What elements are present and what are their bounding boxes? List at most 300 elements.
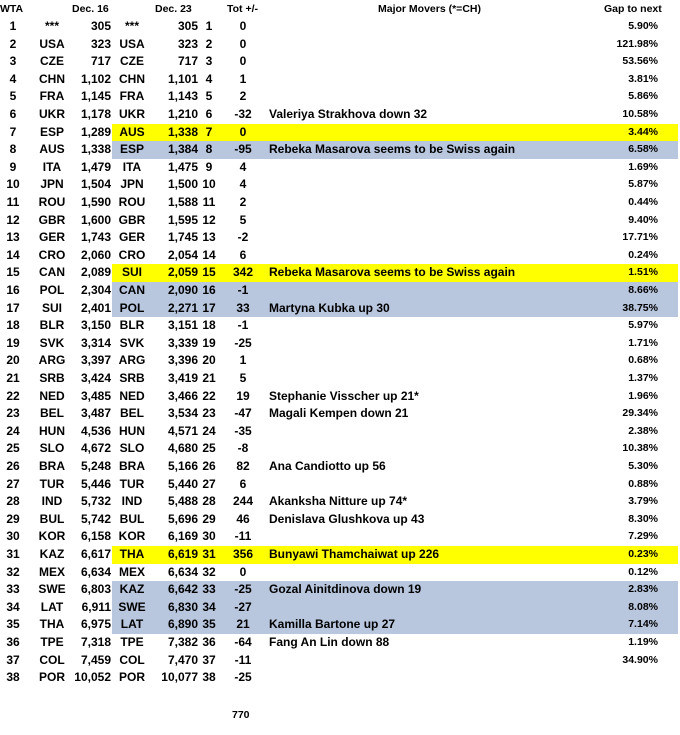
rank-dec23-cell: 11 xyxy=(202,195,216,209)
tot-change-cell: 19 xyxy=(236,388,250,403)
country-dec23-cell: BUL xyxy=(119,511,145,526)
gap-cell: 5.87% xyxy=(628,178,658,191)
table-row xyxy=(0,616,680,634)
country-dec23-cell: HUN xyxy=(119,423,145,438)
country-dec23-cell: POL xyxy=(119,300,145,315)
value-dec23-cell: 4,571 xyxy=(167,423,198,438)
table-row xyxy=(0,53,680,71)
table-row xyxy=(0,229,680,247)
rank-cell: 9 xyxy=(9,159,17,174)
tot-change-cell: -11 xyxy=(234,529,252,544)
rank-dec23-cell: 25 xyxy=(202,441,216,456)
value-dec23-cell: 6,619 xyxy=(167,547,198,561)
country-dec23-cell: *** xyxy=(124,19,139,33)
rank-dec23-cell: 2 xyxy=(205,36,213,51)
value-dec16-cell: 5,248 xyxy=(80,459,111,473)
value-dec16-cell: 5,732 xyxy=(80,494,111,509)
header-wta: WTA xyxy=(0,3,24,15)
country-dec16-cell: HUN xyxy=(39,423,65,438)
country-dec23-cell: BEL xyxy=(120,406,144,421)
country-dec16-cell: ROU xyxy=(38,195,66,209)
major-mover-cell: Kamilla Bartone up 27 xyxy=(269,617,396,632)
tot-change-cell: -32 xyxy=(234,107,252,121)
value-dec23-cell: 1,745 xyxy=(167,230,198,245)
rank-dec23-cell: 33 xyxy=(202,582,216,597)
rank-cell: 23 xyxy=(6,406,20,421)
value-dec16-cell: 1,479 xyxy=(80,159,111,174)
gap-cell: 0.23% xyxy=(628,548,658,560)
value-dec23-cell: 305 xyxy=(177,19,198,33)
rank-cell: 4 xyxy=(9,71,17,86)
country-dec23-cell: SUI xyxy=(121,265,142,280)
rank-cell: 7 xyxy=(9,124,17,139)
country-dec23-cell: NED xyxy=(119,388,145,403)
rank-cell: 31 xyxy=(6,547,20,561)
tot-change-cell: 6 xyxy=(239,247,247,262)
table-row xyxy=(0,88,680,106)
table-row xyxy=(0,352,680,370)
value-dec23-cell: 2,059 xyxy=(167,265,198,280)
value-dec16-cell: 5,742 xyxy=(80,511,111,526)
value-dec16-cell: 6,911 xyxy=(81,599,111,614)
table-row xyxy=(0,18,680,36)
country-dec23-cell: TPE xyxy=(120,635,144,649)
gap-cell: 8.30% xyxy=(628,512,658,525)
value-dec23-cell: 323 xyxy=(177,36,198,51)
gap-cell: 6.58% xyxy=(628,143,658,156)
country-dec16-cell: ARG xyxy=(38,353,66,368)
country-dec16-cell: KOR xyxy=(38,529,66,544)
rank-cell: 30 xyxy=(6,529,20,544)
major-mover-cell: Fang An Lin down 88 xyxy=(269,635,390,649)
table-row xyxy=(0,335,680,353)
tot-change-cell: -11 xyxy=(234,652,252,667)
country-dec23-cell: AUS xyxy=(119,124,145,139)
country-dec23-cell: CHN xyxy=(119,71,145,86)
rank-dec23-cell: 10 xyxy=(202,177,216,192)
value-dec23-cell: 1,143 xyxy=(167,89,198,104)
country-dec16-cell: THA xyxy=(39,617,65,632)
value-dec23-cell: 2,090 xyxy=(167,283,198,297)
value-dec23-cell: 1,595 xyxy=(167,212,198,227)
country-dec23-cell: COL xyxy=(119,652,145,667)
gap-cell: 8.08% xyxy=(628,600,658,613)
value-dec16-cell: 1,178 xyxy=(80,107,111,121)
country-dec16-cell: BUL xyxy=(39,511,65,526)
table-row xyxy=(0,282,680,300)
country-dec23-cell: UKR xyxy=(119,107,145,121)
tot-change-cell: -95 xyxy=(234,142,252,157)
country-dec16-cell: SVK xyxy=(39,335,65,350)
rank-cell: 34 xyxy=(6,599,20,614)
value-dec23-cell: 3,396 xyxy=(167,353,198,368)
table-row xyxy=(0,212,680,230)
rank-cell: 33 xyxy=(6,582,20,597)
rank-dec23-cell: 14 xyxy=(202,247,216,262)
rank-cell: 35 xyxy=(6,617,20,632)
tot-change-cell: -47 xyxy=(234,406,252,421)
rank-cell: 13 xyxy=(6,230,20,245)
country-dec23-cell: BLR xyxy=(119,318,145,333)
rank-cell: 3 xyxy=(9,54,17,69)
value-dec16-cell: 6,803 xyxy=(80,582,111,597)
major-mover-cell: Rebeka Masarova seems to be Swiss again xyxy=(269,265,516,280)
rank-cell: 22 xyxy=(6,388,20,403)
tot-change-cell: 0 xyxy=(239,19,247,33)
table-row xyxy=(0,194,680,212)
value-dec23-cell: 6,830 xyxy=(167,599,198,614)
tot-change-cell: 356 xyxy=(232,547,254,561)
gap-cell: 9.40% xyxy=(628,213,658,226)
value-dec23-cell: 1,384 xyxy=(167,142,198,157)
tot-change-cell: 82 xyxy=(236,459,250,473)
rank-dec23-cell: 32 xyxy=(202,564,216,579)
gap-cell: 7.29% xyxy=(628,530,658,543)
gap-cell: 17.71% xyxy=(622,231,658,244)
country-dec16-cell: TUR xyxy=(39,476,65,491)
tot-change-cell: -25 xyxy=(234,670,252,685)
gap-cell: 1.71% xyxy=(628,336,658,349)
value-dec23-cell: 5,166 xyxy=(167,459,198,473)
country-dec16-cell: GBR xyxy=(38,212,66,227)
table-row xyxy=(0,581,680,599)
gap-cell: 1.51% xyxy=(628,266,658,279)
value-dec16-cell: 2,304 xyxy=(80,283,111,297)
value-dec23-cell: 6,642 xyxy=(167,582,198,597)
rank-dec23-cell: 7 xyxy=(205,124,213,139)
tot-change-cell: -8 xyxy=(237,441,249,456)
tot-change-cell: 1 xyxy=(239,71,247,86)
value-dec16-cell: 6,617 xyxy=(80,547,111,561)
rank-cell: 25 xyxy=(6,441,20,456)
country-dec23-cell: SLO xyxy=(119,441,145,456)
value-dec23-cell: 1,338 xyxy=(167,124,198,139)
tot-change-cell: -1 xyxy=(237,283,249,297)
gap-cell: 3.81% xyxy=(628,72,658,85)
country-dec16-cell: ITA xyxy=(42,159,62,174)
value-dec16-cell: 4,672 xyxy=(80,441,111,456)
rank-dec23-cell: 6 xyxy=(205,107,213,121)
country-dec16-cell: COL xyxy=(39,652,65,667)
country-dec16-cell: CZE xyxy=(40,54,64,69)
table-row xyxy=(0,669,680,687)
rank-dec23-cell: 17 xyxy=(202,300,216,315)
rank-cell: 10 xyxy=(6,177,20,192)
major-mover-cell: Rebeka Masarova seems to be Swiss again xyxy=(269,142,516,157)
rank-dec23-cell: 21 xyxy=(202,371,216,385)
country-dec16-cell: BRA xyxy=(39,459,65,473)
value-dec23-cell: 2,054 xyxy=(167,247,198,262)
major-mover-cell: Valeriya Strakhova down 32 xyxy=(269,107,428,121)
country-dec16-cell: AUS xyxy=(39,142,65,157)
country-dec23-cell: ARG xyxy=(118,353,146,368)
gap-cell: 1.96% xyxy=(628,389,658,402)
country-dec16-cell: JPN xyxy=(40,177,64,192)
value-dec16-cell: 5,446 xyxy=(80,476,111,491)
rank-dec23-cell: 1 xyxy=(205,19,213,33)
tot-change-cell: 5 xyxy=(239,212,247,227)
tot-change-cell: 33 xyxy=(236,300,250,315)
major-mover-cell: Stephanie Visscher up 21* xyxy=(269,388,419,403)
value-dec16-cell: 6,634 xyxy=(80,564,111,579)
header-tot: Tot +/- xyxy=(227,3,259,15)
country-dec23-cell: KAZ xyxy=(119,582,145,597)
rank-dec23-cell: 37 xyxy=(202,652,216,667)
major-mover-cell: Bunyawi Thamchaiwat up 226 xyxy=(269,547,440,561)
table-row xyxy=(0,493,680,511)
rank-cell: 8 xyxy=(9,142,17,157)
tot-change-cell: -2 xyxy=(237,230,249,245)
value-dec23-cell: 2,271 xyxy=(167,300,198,315)
rank-dec23-cell: 30 xyxy=(202,529,216,544)
gap-cell: 2.83% xyxy=(628,583,658,596)
value-dec23-cell: 3,151 xyxy=(167,318,198,333)
rank-dec23-cell: 9 xyxy=(205,159,213,174)
value-dec23-cell: 6,169 xyxy=(167,529,198,544)
value-dec23-cell: 1,210 xyxy=(167,107,198,121)
country-dec23-cell: KOR xyxy=(118,529,146,544)
rank-cell: 26 xyxy=(6,459,20,473)
total-value: 770 xyxy=(232,709,250,721)
header-major-movers: Major Movers (*=CH) xyxy=(378,3,481,15)
table-row xyxy=(0,300,680,318)
country-dec16-cell: KAZ xyxy=(39,547,65,561)
rank-cell: 29 xyxy=(6,511,20,526)
value-dec16-cell: 1,743 xyxy=(80,230,111,245)
table-row xyxy=(0,388,680,406)
tot-change-cell: 0 xyxy=(239,54,247,69)
gap-cell: 2.38% xyxy=(628,424,658,437)
gap-cell: 0.12% xyxy=(628,565,658,578)
rank-cell: 32 xyxy=(6,564,20,579)
tot-change-cell: 5 xyxy=(239,371,247,385)
rank-cell: 37 xyxy=(6,652,20,667)
major-mover-cell: Denislava Glushkova up 43 xyxy=(269,511,425,526)
value-dec16-cell: 1,338 xyxy=(80,142,111,157)
country-dec23-cell: FRA xyxy=(119,89,145,104)
value-dec16-cell: 6,975 xyxy=(80,617,111,632)
tot-change-cell: 2 xyxy=(239,89,247,104)
table-row xyxy=(0,511,680,529)
country-dec16-cell: SLO xyxy=(39,441,65,456)
country-dec23-cell: LAT xyxy=(120,617,144,632)
table-row xyxy=(0,599,680,617)
country-dec16-cell: SUI xyxy=(41,300,62,315)
value-dec16-cell: 6,158 xyxy=(80,529,111,544)
rank-cell: 20 xyxy=(6,353,20,368)
tot-change-cell: 1 xyxy=(239,353,247,368)
value-dec16-cell: 717 xyxy=(90,54,111,69)
value-dec16-cell: 3,424 xyxy=(80,371,111,385)
country-dec23-cell: GER xyxy=(118,230,145,245)
rank-cell: 11 xyxy=(6,195,20,209)
table-row xyxy=(0,176,680,194)
gap-cell: 5.30% xyxy=(628,460,658,472)
tot-change-cell: -27 xyxy=(234,599,252,614)
tot-change-cell: 21 xyxy=(236,617,250,632)
value-dec16-cell: 2,060 xyxy=(80,247,111,262)
rank-cell: 2 xyxy=(9,36,17,51)
country-dec16-cell: CHN xyxy=(39,71,65,86)
value-dec23-cell: 1,475 xyxy=(167,159,198,174)
header-dec23: Dec. 23 xyxy=(155,3,192,15)
value-dec23-cell: 5,488 xyxy=(167,494,198,509)
rank-dec23-cell: 35 xyxy=(202,617,216,632)
country-dec23-cell: USA xyxy=(119,36,145,51)
country-dec23-cell: BRA xyxy=(119,459,145,473)
country-dec23-cell: CAN xyxy=(119,283,145,297)
country-dec16-cell: USA xyxy=(39,36,65,51)
value-dec16-cell: 323 xyxy=(90,36,111,51)
country-dec23-cell: IND xyxy=(121,494,143,509)
value-dec16-cell: 7,459 xyxy=(80,652,111,667)
value-dec23-cell: 3,339 xyxy=(167,335,198,350)
header-gap-to-next: Gap to next xyxy=(604,3,662,15)
country-dec16-cell: BLR xyxy=(39,318,65,333)
rank-dec23-cell: 4 xyxy=(205,71,213,86)
tot-change-cell: 6 xyxy=(239,476,247,491)
country-dec16-cell: LAT xyxy=(40,599,64,614)
rank-dec23-cell: 19 xyxy=(202,335,216,350)
country-dec16-cell: IND xyxy=(41,494,63,509)
gap-cell: 1.19% xyxy=(628,636,658,648)
table-row xyxy=(0,634,680,652)
rank-dec23-cell: 29 xyxy=(202,511,216,526)
value-dec16-cell: 2,401 xyxy=(80,300,111,315)
tot-change-cell: 0 xyxy=(239,124,247,139)
value-dec23-cell: 6,634 xyxy=(167,564,198,579)
table-row xyxy=(0,652,680,670)
country-dec16-cell: CAN xyxy=(39,265,65,280)
value-dec16-cell: 305 xyxy=(90,19,111,33)
rank-cell: 6 xyxy=(9,107,17,121)
tot-change-cell: 2 xyxy=(239,195,247,209)
rank-cell: 16 xyxy=(6,283,20,297)
rank-dec23-cell: 16 xyxy=(202,283,216,297)
rank-cell: 5 xyxy=(9,89,17,104)
tot-change-cell: 0 xyxy=(239,36,247,51)
table-row xyxy=(0,440,680,458)
gap-cell: 0.44% xyxy=(628,196,658,208)
rank-cell: 15 xyxy=(6,265,20,280)
rank-dec23-cell: 22 xyxy=(202,388,216,403)
value-dec16-cell: 3,150 xyxy=(80,318,111,333)
country-dec16-cell: CRO xyxy=(38,247,66,262)
value-dec16-cell: 3,485 xyxy=(80,388,111,403)
table-row xyxy=(0,106,680,124)
country-dec23-cell: ITA xyxy=(122,159,142,174)
gap-cell: 1.69% xyxy=(628,160,658,173)
country-dec23-cell: GBR xyxy=(118,212,146,227)
value-dec23-cell: 1,101 xyxy=(167,71,198,86)
value-dec16-cell: 2,089 xyxy=(80,265,111,280)
value-dec23-cell: 717 xyxy=(177,54,198,69)
tot-change-cell: -1 xyxy=(237,318,249,333)
rank-cell: 28 xyxy=(6,494,20,509)
tot-change-cell: 0 xyxy=(239,564,247,579)
tot-change-cell: 46 xyxy=(236,511,250,526)
country-dec23-cell: SWE xyxy=(118,599,146,614)
rank-dec23-cell: 12 xyxy=(202,212,216,227)
country-dec16-cell: SWE xyxy=(38,582,66,597)
gap-cell: 8.66% xyxy=(628,284,658,296)
table-row xyxy=(0,36,680,54)
rank-dec23-cell: 3 xyxy=(205,54,213,69)
rank-cell: 18 xyxy=(6,318,20,333)
country-dec23-cell: ROU xyxy=(118,195,146,209)
value-dec16-cell: 1,145 xyxy=(80,89,111,104)
country-dec16-cell: BEL xyxy=(40,406,64,421)
table-row xyxy=(0,370,680,388)
value-dec16-cell: 1,590 xyxy=(80,195,111,209)
country-dec23-cell: SVK xyxy=(119,335,145,350)
gap-cell: 3.79% xyxy=(628,495,658,508)
major-mover-cell: Magali Kempen down 21 xyxy=(269,406,409,421)
tot-change-cell: -25 xyxy=(234,335,252,350)
rank-dec23-cell: 5 xyxy=(205,89,213,104)
tot-change-cell: -25 xyxy=(234,582,252,597)
value-dec16-cell: 3,487 xyxy=(80,406,111,421)
country-dec23-cell: CZE xyxy=(120,54,144,69)
gap-cell: 5.97% xyxy=(628,319,658,332)
gap-cell: 121.98% xyxy=(616,37,658,50)
value-dec16-cell: 7,318 xyxy=(80,635,111,649)
value-dec23-cell: 10,077 xyxy=(161,670,198,685)
country-dec16-cell: POL xyxy=(39,283,65,297)
tot-change-cell: 342 xyxy=(232,265,254,280)
rank-dec23-cell: 36 xyxy=(202,635,216,649)
rank-dec23-cell: 15 xyxy=(202,265,216,280)
gap-cell: 0.68% xyxy=(628,354,658,367)
rank-dec23-cell: 38 xyxy=(202,670,216,685)
value-dec23-cell: 5,440 xyxy=(167,476,198,491)
rank-dec23-cell: 18 xyxy=(202,318,216,333)
gap-cell: 10.38% xyxy=(622,442,658,455)
major-mover-cell: Ana Candiotto up 56 xyxy=(269,459,386,473)
table-row xyxy=(0,264,680,282)
tot-change-cell: 4 xyxy=(239,177,247,192)
country-dec16-cell: POR xyxy=(38,670,65,685)
tot-change-cell: 4 xyxy=(239,159,247,174)
table-row xyxy=(0,247,680,265)
rank-dec23-cell: 26 xyxy=(202,459,216,473)
major-mover-cell: Akanksha Nitture up 74* xyxy=(269,494,408,509)
rank-cell: 12 xyxy=(6,212,20,227)
table-row xyxy=(0,528,680,546)
country-dec16-cell: MEX xyxy=(38,564,65,579)
table-row xyxy=(0,476,680,494)
table-row xyxy=(0,546,680,564)
country-dec16-cell: *** xyxy=(44,19,59,33)
rank-dec23-cell: 24 xyxy=(202,423,216,438)
value-dec16-cell: 3,397 xyxy=(80,353,111,368)
gap-cell: 5.86% xyxy=(628,90,658,103)
rank-dec23-cell: 27 xyxy=(202,476,216,491)
rank-cell: 1 xyxy=(9,19,17,33)
header-dec16: Dec. 16 xyxy=(72,3,109,15)
country-dec23-cell: ESP xyxy=(119,142,144,157)
value-dec23-cell: 3,534 xyxy=(167,406,198,421)
country-dec23-cell: POR xyxy=(118,670,145,685)
rank-dec23-cell: 23 xyxy=(202,406,216,421)
rank-cell: 38 xyxy=(6,670,20,685)
gap-cell: 3.44% xyxy=(628,125,658,138)
value-dec16-cell: 4,536 xyxy=(80,423,111,438)
gap-cell: 53.56% xyxy=(622,55,658,68)
value-dec16-cell: 1,504 xyxy=(80,177,111,192)
gap-cell: 29.34% xyxy=(622,407,658,420)
country-dec16-cell: NED xyxy=(39,388,65,403)
